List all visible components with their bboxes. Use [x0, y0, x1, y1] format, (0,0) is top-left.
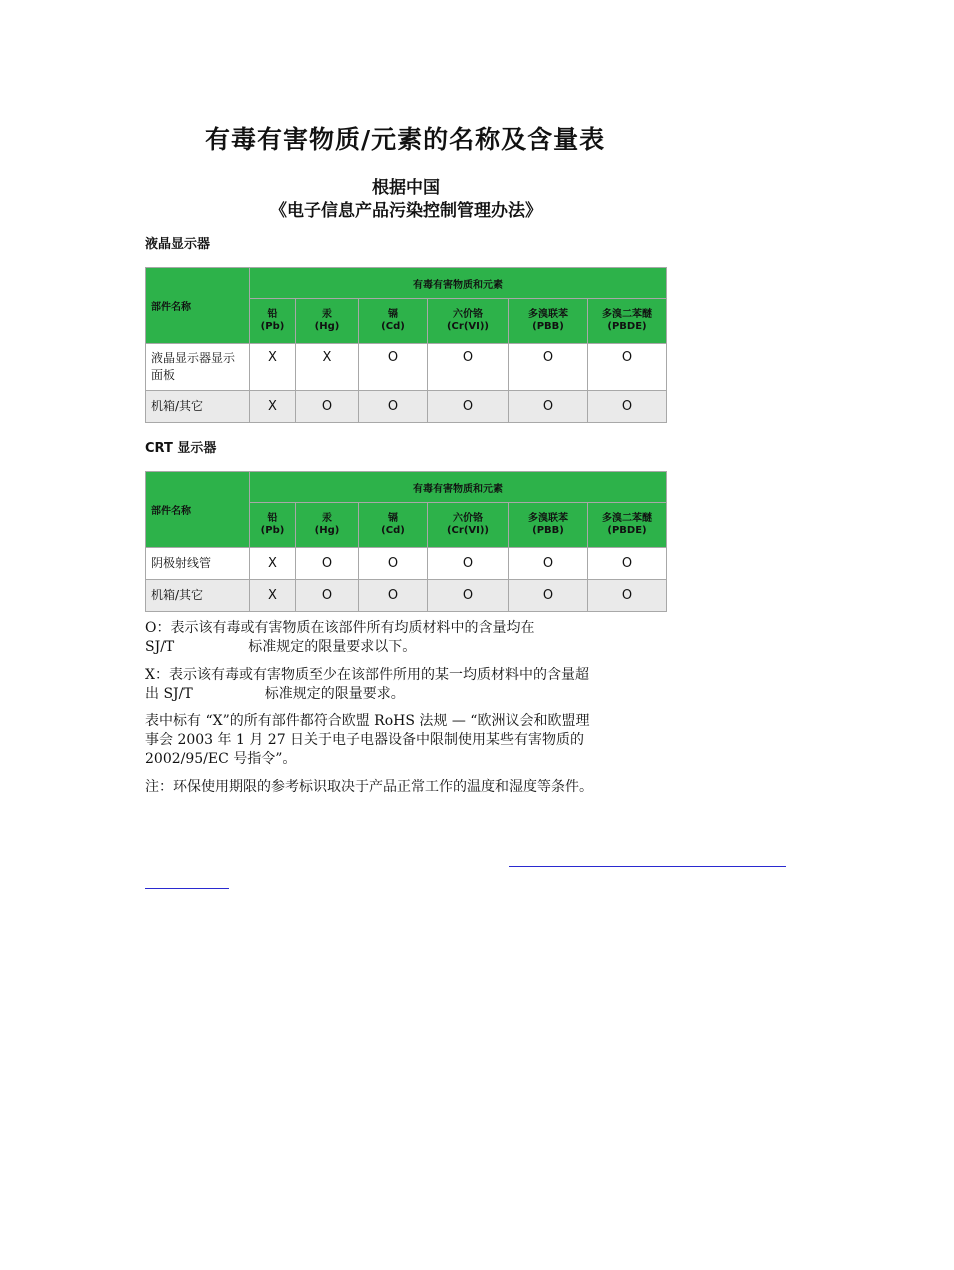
hyperlink-underline[interactable]: [145, 888, 229, 889]
lcd-element-header: 汞 (Hg): [296, 299, 359, 344]
value-cell: O: [359, 580, 428, 612]
value-cell: O: [428, 580, 509, 612]
note-rohs: 表中标有 “X”的所有部件都符合欧盟 RoHS 法规 — “欧洲议会和欧盟理 事会 2003 年 1 月 27 日关于电子电器设备中限制使用某些有害物质的 2002/95/EC 号指令”。: [145, 713, 590, 767]
value-cell: O: [588, 344, 667, 391]
hyperlink-underline[interactable]: [509, 866, 786, 867]
value-cell: X: [250, 391, 296, 423]
crt-element-header: 多溴联苯 (PBB): [509, 503, 588, 548]
value-cell: O: [588, 548, 667, 580]
value-cell: O: [588, 391, 667, 423]
subtitle-line-1: 根据中国: [372, 178, 440, 198]
lcd-element-header: 镉 (Cd): [359, 299, 428, 344]
value-cell: O: [296, 391, 359, 423]
value-cell: X: [250, 580, 296, 612]
lcd-section-heading: 液晶显示器: [145, 237, 211, 252]
page-title: 有毒有害物质/元素的名称及含量表: [205, 125, 606, 154]
crt-element-header: 铅 (Pb): [250, 503, 296, 548]
note-o: O：表示该有毒或有害物质在该部件所有均质材料中的含量均在 SJ/T 标准规定的限量要求以下。: [145, 620, 535, 655]
lcd-element-header: 铅 (Pb): [250, 299, 296, 344]
part-name: 机箱/其它: [146, 391, 250, 423]
value-cell: O: [428, 391, 509, 423]
value-cell: O: [359, 548, 428, 580]
value-cell: O: [428, 548, 509, 580]
crt-hazard-table: [145, 471, 667, 612]
part-name: 阴极射线管: [146, 548, 250, 580]
note-remark: 注：环保使用期限的参考标识取决于产品正常工作的温度和湿度等条件。: [145, 779, 593, 795]
value-cell: X: [250, 344, 296, 391]
table-row: [146, 344, 667, 391]
lcd-hazard-table: [145, 267, 667, 423]
crt-element-header: 六价铬 (Cr(VI)): [428, 503, 509, 548]
value-cell: O: [588, 580, 667, 612]
value-cell: O: [509, 548, 588, 580]
part-name: 液晶显示器显示面板: [146, 344, 250, 391]
crt-section-heading: CRT 显示器: [145, 441, 217, 456]
lcd-element-header: 六价铬 (Cr(VI)): [428, 299, 509, 344]
table-row: [146, 580, 667, 612]
subtitle-line-2: 《电子信息产品污染控制管理办法》: [270, 201, 542, 221]
lcd-element-header: 多溴联苯 (PBB): [509, 299, 588, 344]
value-cell: O: [509, 580, 588, 612]
value-cell: O: [428, 344, 509, 391]
lcd-part-header: 部件名称: [146, 268, 250, 344]
value-cell: O: [509, 391, 588, 423]
value-cell: O: [296, 548, 359, 580]
table-row: [146, 548, 667, 580]
value-cell: X: [250, 548, 296, 580]
value-cell: O: [296, 580, 359, 612]
table-row: [146, 391, 667, 423]
crt-group-header: 有毒有害物质和元素: [250, 472, 667, 503]
lcd-group-header: 有毒有害物质和元素: [250, 268, 667, 299]
note-x: X：表示该有毒或有害物质至少在该部件所用的某一均质材料中的含量超 出 SJ/T 标准规定的限量要求。: [145, 667, 589, 702]
crt-element-header: 多溴二苯醚 (PBDE): [588, 503, 667, 548]
value-cell: O: [509, 344, 588, 391]
crt-element-header: 汞 (Hg): [296, 503, 359, 548]
value-cell: O: [359, 344, 428, 391]
lcd-element-header: 多溴二苯醚 (PBDE): [588, 299, 667, 344]
value-cell: X: [296, 344, 359, 391]
part-name: 机箱/其它: [146, 580, 250, 612]
crt-element-header: 镉 (Cd): [359, 503, 428, 548]
value-cell: O: [359, 391, 428, 423]
crt-part-header: 部件名称: [146, 472, 250, 548]
